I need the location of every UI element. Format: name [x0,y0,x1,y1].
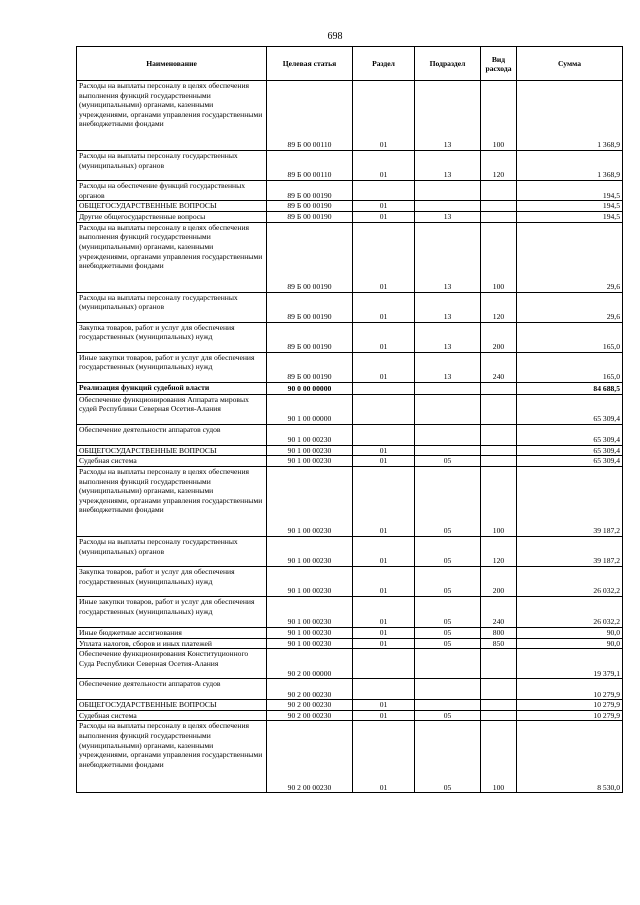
table-row [77,151,623,181]
cell-section: 01 [353,466,415,536]
cell-name: Расходы на выплаты персоналу в целях обеспечения выполнения функций государственными (муниципальными) органами, казенными учреждениями, органами управления государственными внебюджетными фондами [77,721,267,793]
cell-type [481,394,517,424]
cell-section: 01 [353,292,415,322]
header-section: Раздел [353,47,415,81]
cell-sum: 65 309,4 [517,445,623,456]
cell-subsection [415,700,481,711]
table-row [77,292,623,322]
cell-sum: 90,0 [517,627,623,638]
cell-subsection: 05 [415,710,481,721]
cell-target: 89 Б 00 00190 [267,181,353,201]
cell-sum: 194,5 [517,201,623,212]
cell-section [353,649,415,679]
cell-name: Расходы на выплаты персоналу в целях обеспечения выполнения функций государственными (муниципальными) органами, казенными учреждениями, органами управления государственными внебюджетными фондами [77,81,267,151]
cell-type [481,700,517,711]
cell-section: 01 [353,222,415,292]
cell-type: 240 [481,596,517,627]
cell-subsection: 13 [415,322,481,352]
cell-sum: 194,5 [517,181,623,201]
cell-name: Обеспечение функционирования Аппарата мировых судей Республики Северная Осетия-Алания [77,394,267,424]
cell-sum: 29,6 [517,222,623,292]
cell-name: ОБЩЕГОСУДАРСТВЕННЫЕ ВОПРОСЫ [77,201,267,212]
cell-subsection [415,649,481,679]
cell-subsection: 05 [415,466,481,536]
table-row [77,201,623,212]
cell-name: Реализация функций судебной власти [77,382,267,394]
cell-section: 01 [353,352,415,382]
cell-sum: 65 309,4 [517,424,623,445]
cell-name: Обеспечение деятельности аппаратов судов [77,679,267,700]
cell-sum: 26 032,2 [517,566,623,596]
cell-type [481,445,517,456]
cell-subsection: 13 [415,81,481,151]
table-row [77,566,623,596]
cell-type [481,424,517,445]
cell-subsection [415,679,481,700]
cell-name: Расходы на выплаты персоналу государственных (муниципальных) органов [77,151,267,181]
cell-name: Уплата налогов, сборов и иных платежей [77,638,267,649]
cell-target: 90 2 00 00230 [267,710,353,721]
cell-section [353,424,415,445]
table-body [77,81,623,793]
table-row [77,700,623,711]
cell-section [353,394,415,424]
cell-type [481,649,517,679]
table-row [77,382,623,394]
table-row [77,81,623,151]
cell-target: 90 1 00 00230 [267,445,353,456]
cell-subsection: 13 [415,352,481,382]
cell-subsection [415,201,481,212]
cell-target: 90 1 00 00230 [267,627,353,638]
cell-subsection: 05 [415,721,481,793]
cell-section: 01 [353,596,415,627]
header-type: Вид расхода [481,47,517,81]
cell-subsection [415,181,481,201]
cell-sum: 194,5 [517,211,623,222]
cell-section: 01 [353,638,415,649]
header-target: Целевая статья [267,47,353,81]
header-sum: Сумма [517,47,623,81]
cell-section: 01 [353,151,415,181]
cell-type: 200 [481,566,517,596]
cell-type: 120 [481,536,517,566]
cell-sum: 39 187,2 [517,536,623,566]
cell-target: 90 1 00 00230 [267,638,353,649]
cell-type [481,181,517,201]
cell-type [481,456,517,467]
cell-target: 89 Б 00 00190 [267,292,353,322]
cell-section: 01 [353,81,415,151]
cell-section: 01 [353,456,415,467]
cell-subsection [415,424,481,445]
cell-subsection: 13 [415,211,481,222]
cell-sum: 10 279,9 [517,710,623,721]
cell-section: 01 [353,322,415,352]
cell-section: 01 [353,627,415,638]
cell-target: 89 Б 00 00190 [267,322,353,352]
cell-sum: 84 688,5 [517,382,623,394]
header-name: Наименование [77,47,267,81]
cell-type: 100 [481,466,517,536]
cell-section [353,382,415,394]
table-row [77,222,623,292]
table-row [77,352,623,382]
cell-target: 90 2 00 00230 [267,679,353,700]
cell-subsection: 13 [415,222,481,292]
cell-sum: 29,6 [517,292,623,322]
cell-subsection: 13 [415,151,481,181]
cell-name: Расходы на выплаты персоналу в целях обеспечения выполнения функций государственными (муниципальными) органами, казенными учреждениями, органами управления государственными внебюджетными фондами [77,466,267,536]
table-row [77,679,623,700]
cell-type: 100 [481,81,517,151]
cell-sum: 8 530,0 [517,721,623,793]
cell-target: 90 2 00 00230 [267,700,353,711]
cell-sum: 10 279,9 [517,679,623,700]
table-row [77,627,623,638]
cell-sum: 65 309,4 [517,456,623,467]
cell-name: Расходы на выплаты персоналу государственных (муниципальных) органов [77,536,267,566]
cell-sum: 1 368,9 [517,81,623,151]
cell-target: 89 Б 00 00190 [267,211,353,222]
cell-type: 120 [481,292,517,322]
cell-type: 800 [481,627,517,638]
cell-target: 90 1 00 00230 [267,566,353,596]
table-row [77,456,623,467]
cell-sum: 165,0 [517,352,623,382]
cell-section: 01 [353,536,415,566]
cell-section [353,679,415,700]
cell-name: Иные закупки товаров, работ и услуг для обеспечения государственных (муниципальных) нужд [77,352,267,382]
cell-subsection: 05 [415,566,481,596]
cell-target: 90 1 00 00230 [267,596,353,627]
cell-subsection: 05 [415,638,481,649]
cell-target: 89 Б 00 00190 [267,201,353,212]
cell-sum: 26 032,2 [517,596,623,627]
table-row [77,710,623,721]
cell-section: 01 [353,700,415,711]
cell-target: 90 1 00 00230 [267,536,353,566]
cell-section [353,181,415,201]
cell-name: Закупка товаров, работ и услуг для обеспечения государственных (муниципальных) нужд [77,322,267,352]
cell-name: ОБЩЕГОСУДАРСТВЕННЫЕ ВОПРОСЫ [77,700,267,711]
cell-target: 90 2 00 00000 [267,649,353,679]
cell-sum: 19 379,1 [517,649,623,679]
cell-sum: 90,0 [517,638,623,649]
cell-type: 240 [481,352,517,382]
cell-type [481,211,517,222]
cell-target: 89 Б 00 00190 [267,352,353,382]
cell-sum: 10 279,9 [517,700,623,711]
cell-section: 01 [353,566,415,596]
cell-name: Другие общегосударственные вопросы [77,211,267,222]
table-row [77,466,623,536]
cell-section: 01 [353,211,415,222]
table-row [77,638,623,649]
cell-subsection: 05 [415,627,481,638]
cell-subsection: 05 [415,596,481,627]
table-row [77,394,623,424]
cell-target: 90 2 00 00230 [267,721,353,793]
cell-name: Иные бюджетные ассигнования [77,627,267,638]
cell-type: 100 [481,222,517,292]
cell-subsection: 05 [415,456,481,467]
cell-type [481,679,517,700]
cell-target: 89 Б 00 00110 [267,81,353,151]
table-row [77,211,623,222]
table-row [77,181,623,201]
cell-type [481,201,517,212]
cell-name: Обеспечение деятельности аппаратов судов [77,424,267,445]
cell-target: 89 Б 00 00110 [267,151,353,181]
cell-name: Закупка товаров, работ и услуг для обеспечения государственных (муниципальных) нужд [77,566,267,596]
table-row [77,649,623,679]
cell-target: 90 1 00 00230 [267,456,353,467]
cell-sum: 165,0 [517,322,623,352]
cell-type [481,382,517,394]
cell-name: Расходы на выплаты персоналу государственных (муниципальных) органов [77,292,267,322]
cell-type [481,710,517,721]
cell-name: Расходы на выплаты персоналу в целях обеспечения выполнения функций государственными (муниципальными) органами, казенными учреждениями, органами управления государственными внебюджетными фондами [77,222,267,292]
header-subsection: Подраздел [415,47,481,81]
table-row [77,445,623,456]
cell-target: 89 Б 00 00190 [267,222,353,292]
table-row [77,596,623,627]
cell-subsection: 13 [415,292,481,322]
table-header-row [77,47,623,81]
cell-name: Иные закупки товаров, работ и услуг для обеспечения государственных (муниципальных) нужд [77,596,267,627]
table-row [77,424,623,445]
cell-subsection [415,382,481,394]
cell-section: 01 [353,721,415,793]
cell-subsection: 05 [415,536,481,566]
cell-section: 01 [353,201,415,212]
table-row [77,322,623,352]
cell-type: 120 [481,151,517,181]
cell-type: 200 [481,322,517,352]
cell-sum: 1 368,9 [517,151,623,181]
cell-subsection [415,394,481,424]
cell-type: 850 [481,638,517,649]
cell-section: 01 [353,445,415,456]
budget-table [76,46,623,793]
cell-target: 90 1 00 00230 [267,466,353,536]
cell-target: 90 0 00 00000 [267,382,353,394]
page-number: 698 [327,31,343,42]
cell-name: Обеспечение функционирования Конституционного Суда Республики Северная Осетия-Алания [77,649,267,679]
table-row [77,536,623,566]
cell-target: 90 1 00 00230 [267,424,353,445]
cell-type: 100 [481,721,517,793]
cell-sum: 65 309,4 [517,394,623,424]
cell-name: Судебная система [77,456,267,467]
cell-target: 90 1 00 00000 [267,394,353,424]
table-row [77,721,623,793]
cell-name: ОБЩЕГОСУДАРСТВЕННЫЕ ВОПРОСЫ [77,445,267,456]
cell-sum: 39 187,2 [517,466,623,536]
cell-subsection [415,445,481,456]
cell-section: 01 [353,710,415,721]
cell-name: Судебная система [77,710,267,721]
cell-name: Расходы на обеспечение функций государственных органов [77,181,267,201]
